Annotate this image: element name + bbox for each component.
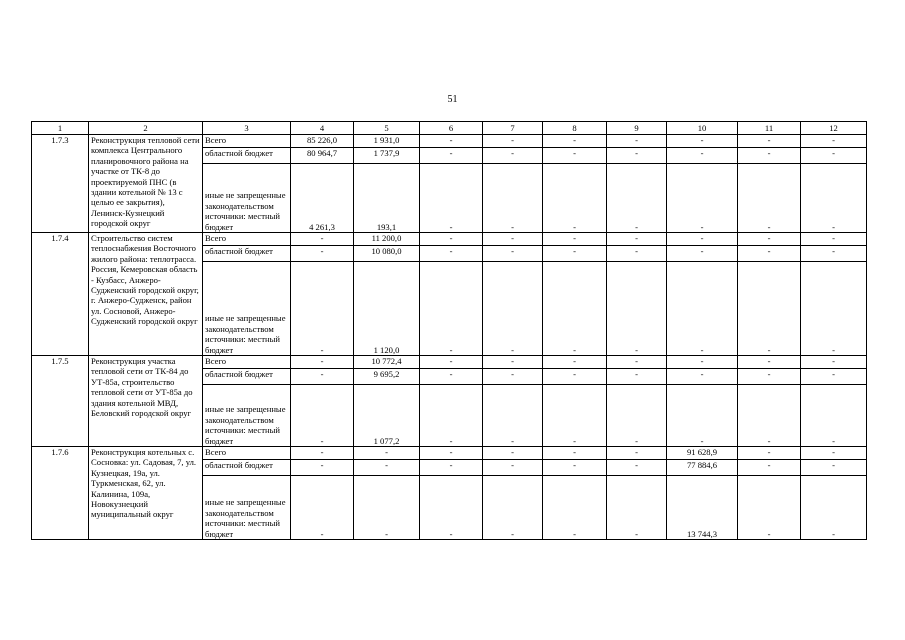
item-code: 1.7.5 [32,356,89,447]
table-row [32,447,867,460]
amount-cell: - [420,385,483,447]
amount-cell: - [607,385,667,447]
amount-cell: - [483,369,543,385]
amount-cell: - [483,356,543,369]
amount-cell: - [543,447,607,460]
amount-cell: - [543,246,607,262]
budget-table [31,121,867,540]
amount-cell: - [738,385,801,447]
amount-cell: - [291,460,354,476]
column-header-12: 12 [801,122,867,135]
amount-cell: 1 120,0 [354,262,420,356]
funding-source: иные не запрещенные законодательством источники: местный бюджет [203,385,291,447]
amount-cell: - [291,447,354,460]
amount-cell: - [738,476,801,540]
amount-cell: - [543,356,607,369]
amount-cell: 11 200,0 [354,233,420,246]
funding-source: Всего [203,356,291,369]
funding-source: Всего [203,447,291,460]
table-row [32,356,867,369]
item-name: Реконструкция тепловой сети комплекса Центрального планировочного района на участке от ТК-8 до проектируемой ПНС (в здании котельной № 13 с целью ее закрытия), Ленинск-Кузнецкий городской округ [89,135,203,233]
amount-cell: - [738,356,801,369]
amount-cell: - [667,148,738,164]
amount-cell: - [738,447,801,460]
amount-cell: - [483,476,543,540]
amount-cell: - [483,246,543,262]
item-name: Строительство систем теплоснабжения Восточного жилого района: теплотрасса. Россия, Кемеровская область - Кузбасс, Анжеро-Судженский городской округ, г. Анжеро-Судженск, район ул. Сосновой, Анжеро-Судженский городской округ [89,233,203,356]
amount-cell: - [543,385,607,447]
amount-cell: - [667,262,738,356]
amount-cell: - [420,262,483,356]
amount-cell: - [607,460,667,476]
amount-cell: 91 628,9 [667,447,738,460]
column-header-8: 8 [543,122,607,135]
amount-cell: 1 077,2 [354,385,420,447]
amount-cell: - [483,385,543,447]
amount-cell: - [738,460,801,476]
column-header-row [32,122,867,135]
amount-cell: - [420,164,483,233]
amount-cell: - [420,233,483,246]
column-header-4: 4 [291,122,354,135]
amount-cell: - [667,356,738,369]
item-name: Реконструкция участка тепловой сети от ТК-84 до УТ-85а, строительство тепловой сети от УТ-85а до здания котельной МВД, Беловский городской округ [89,356,203,447]
amount-cell: - [801,246,867,262]
amount-cell: - [291,233,354,246]
amount-cell: - [420,246,483,262]
amount-cell: - [607,246,667,262]
amount-cell: - [420,369,483,385]
amount-cell: - [354,476,420,540]
amount-cell: - [607,148,667,164]
amount-cell: - [607,369,667,385]
amount-cell: - [483,148,543,164]
amount-cell: - [543,233,607,246]
amount-cell: - [291,369,354,385]
amount-cell: 193,1 [354,164,420,233]
column-header-10: 10 [667,122,738,135]
item-name: Реконструкция котельных с. Сосновка: ул. Садовая, 7, ул. Кузнецкая, 19а, ул. Туркменская, 62, ул. Калинина, 109а, Новокузнецкий муниципальный округ [89,447,203,540]
amount-cell: - [801,164,867,233]
column-header-9: 9 [607,122,667,135]
amount-cell: - [738,246,801,262]
column-header-6: 6 [420,122,483,135]
item-code: 1.7.4 [32,233,89,356]
amount-cell: - [354,460,420,476]
amount-cell: - [607,135,667,148]
table-row [32,233,867,246]
amount-cell: - [738,164,801,233]
amount-cell: - [801,447,867,460]
amount-cell: - [420,135,483,148]
amount-cell: - [291,385,354,447]
amount-cell: - [420,476,483,540]
amount-cell: - [607,233,667,246]
column-header-2: 2 [89,122,203,135]
funding-source: Всего [203,233,291,246]
amount-cell: - [291,246,354,262]
amount-cell: 9 695,2 [354,369,420,385]
funding-source: областной бюджет [203,148,291,164]
amount-cell: - [801,476,867,540]
amount-cell: - [801,262,867,356]
funding-source: Всего [203,135,291,148]
amount-cell: - [607,262,667,356]
amount-cell: - [738,135,801,148]
item-code: 1.7.3 [32,135,89,233]
amount-cell: - [543,262,607,356]
funding-source: иные не запрещенные законодательством источники: местный бюджет [203,262,291,356]
amount-cell: - [420,148,483,164]
amount-cell: - [291,356,354,369]
amount-cell: - [667,385,738,447]
amount-cell: - [483,164,543,233]
funding-source: иные не запрещенные законодательством источники: местный бюджет [203,476,291,540]
amount-cell: - [667,164,738,233]
amount-cell: - [291,262,354,356]
amount-cell: 80 964,7 [291,148,354,164]
amount-cell: - [420,460,483,476]
amount-cell: - [801,369,867,385]
column-header-5: 5 [354,122,420,135]
amount-cell: - [420,447,483,460]
amount-cell: 13 744,3 [667,476,738,540]
amount-cell: - [667,233,738,246]
amount-cell: - [420,356,483,369]
amount-cell: - [607,476,667,540]
amount-cell: 10 080,0 [354,246,420,262]
amount-cell: - [667,135,738,148]
amount-cell: - [667,369,738,385]
amount-cell: - [801,148,867,164]
amount-cell: - [291,476,354,540]
amount-cell: - [543,476,607,540]
amount-cell: - [738,262,801,356]
amount-cell: - [607,356,667,369]
amount-cell: 4 261,3 [291,164,354,233]
column-header-1: 1 [32,122,89,135]
amount-cell: 85 226,0 [291,135,354,148]
amount-cell: 1 737,9 [354,148,420,164]
amount-cell: - [801,385,867,447]
amount-cell: - [354,447,420,460]
amount-cell: - [738,148,801,164]
amount-cell: - [801,135,867,148]
column-header-3: 3 [203,122,291,135]
table-row [32,135,867,148]
amount-cell: - [607,447,667,460]
table-body [32,122,867,540]
funding-source: иные не запрещенные законодательством источники: местный бюджет [203,164,291,233]
amount-cell: - [483,447,543,460]
amount-cell: 77 884,6 [667,460,738,476]
column-header-7: 7 [483,122,543,135]
amount-cell: 10 772,4 [354,356,420,369]
amount-cell: - [801,233,867,246]
amount-cell: - [607,164,667,233]
amount-cell: - [738,369,801,385]
amount-cell: - [801,356,867,369]
amount-cell: - [543,135,607,148]
amount-cell: - [483,262,543,356]
amount-cell: - [543,460,607,476]
amount-cell: - [667,246,738,262]
amount-cell: 1 931,0 [354,135,420,148]
amount-cell: - [738,233,801,246]
amount-cell: - [543,164,607,233]
amount-cell: - [483,460,543,476]
item-code: 1.7.6 [32,447,89,540]
amount-cell: - [543,369,607,385]
amount-cell: - [483,233,543,246]
page-number: 51 [447,94,458,105]
funding-source: областной бюджет [203,246,291,262]
funding-source: областной бюджет [203,369,291,385]
amount-cell: - [801,460,867,476]
column-header-11: 11 [738,122,801,135]
funding-source: областной бюджет [203,460,291,476]
amount-cell: - [483,135,543,148]
amount-cell: - [543,148,607,164]
